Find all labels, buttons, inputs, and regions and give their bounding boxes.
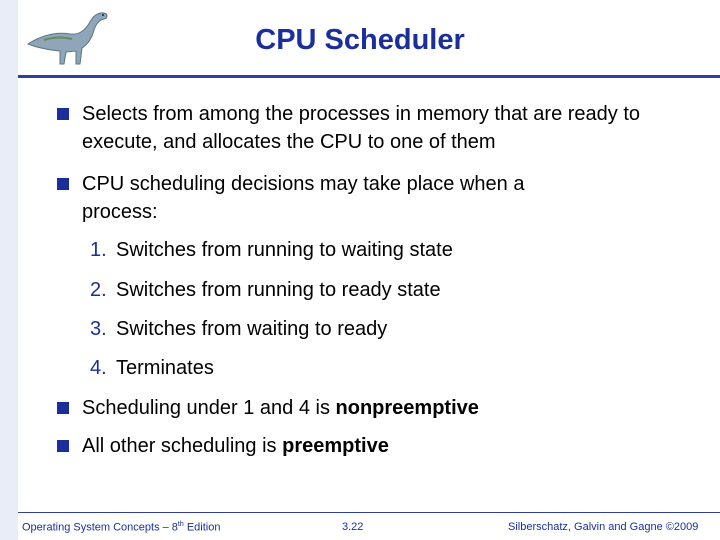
title-divider bbox=[18, 75, 720, 78]
bullet-text: Selects from among the processes in memory that are ready to execute, and allocates the CPU to one of them bbox=[82, 103, 641, 153]
numbered-item bbox=[90, 276, 441, 304]
bullet-item bbox=[57, 432, 697, 460]
item-number: 3. bbox=[90, 318, 107, 340]
bullet-text bbox=[82, 394, 697, 422]
bullet-item bbox=[57, 170, 697, 226]
footer-authors: Silberschatz, Galvin and Gagne ©2009 bbox=[508, 521, 699, 533]
square-bullet-icon bbox=[57, 108, 69, 120]
footer-book-title bbox=[22, 521, 220, 534]
item-text: Switches from waiting to ready bbox=[116, 318, 388, 340]
bullet-emphasis: nonpreemptive bbox=[335, 397, 479, 419]
square-bullet-icon bbox=[57, 178, 69, 190]
bullet-item bbox=[57, 394, 697, 422]
item-text: Terminates bbox=[116, 357, 214, 379]
item-number: 2. bbox=[90, 279, 107, 301]
item-text: Switches from running to ready state bbox=[116, 279, 441, 301]
bullet-text: CPU scheduling decisions may take place when a process: bbox=[82, 173, 525, 223]
dinosaur-logo-icon bbox=[24, 4, 116, 70]
slide-title: CPU Scheduler bbox=[255, 24, 465, 56]
bullet-emphasis: preemptive bbox=[282, 435, 389, 457]
bullet-text bbox=[82, 432, 697, 460]
left-sidebar-band bbox=[0, 0, 18, 540]
footer-book-prefix: Operating System Concepts – 8 bbox=[22, 521, 178, 534]
bullet-item bbox=[57, 100, 697, 156]
item-text: Switches from running to waiting state bbox=[116, 239, 453, 261]
footer-book-sup: th bbox=[177, 521, 184, 528]
bullet-prefix: All other scheduling is bbox=[82, 435, 283, 457]
item-number: 1. bbox=[90, 239, 107, 261]
numbered-item bbox=[90, 236, 453, 264]
item-number: 4. bbox=[90, 357, 107, 379]
square-bullet-icon bbox=[57, 402, 69, 414]
numbered-item bbox=[90, 354, 214, 382]
square-bullet-icon bbox=[57, 440, 69, 452]
bullet-prefix: Scheduling under 1 and 4 is bbox=[82, 397, 336, 419]
footer-page-number: 3.22 bbox=[342, 521, 364, 533]
numbered-item bbox=[90, 315, 387, 343]
footer-divider bbox=[18, 512, 720, 513]
footer-book-suffix: Edition bbox=[183, 521, 221, 534]
